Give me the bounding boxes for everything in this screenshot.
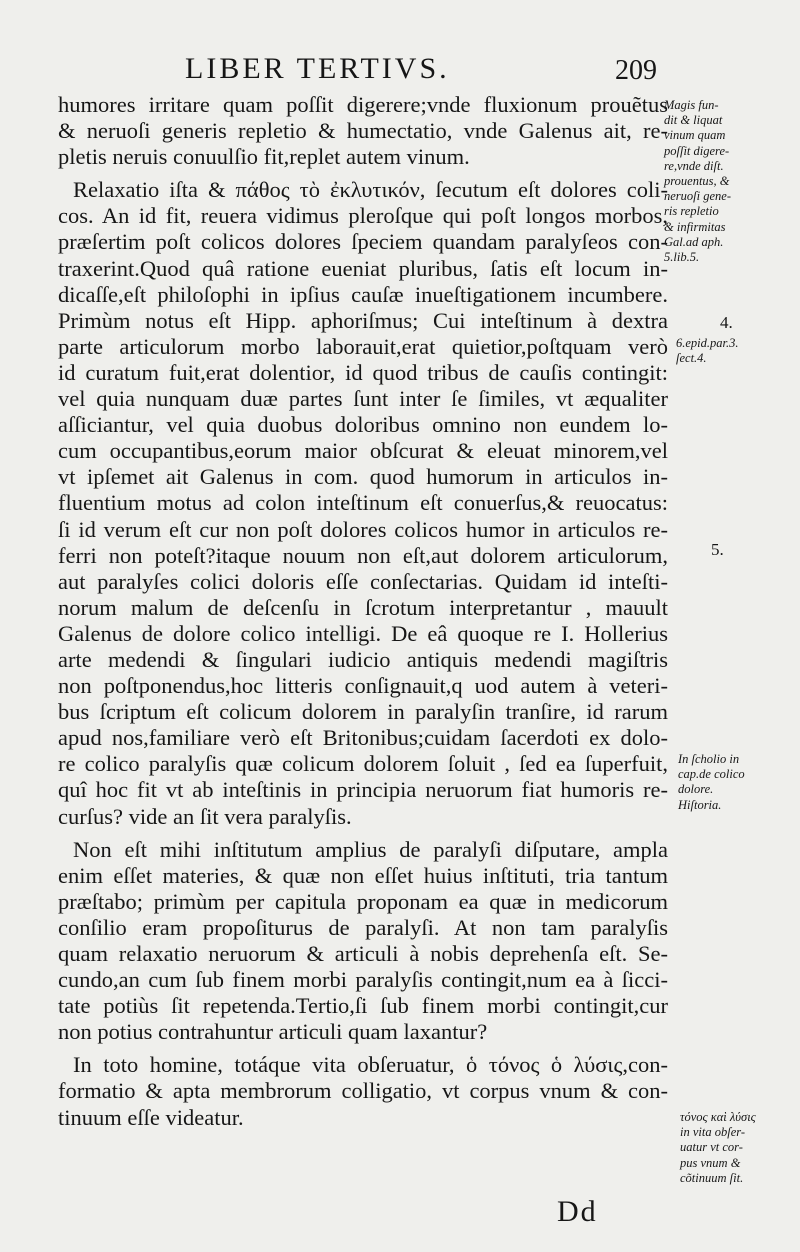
text-line: & neruoſi generis repletio & humectatio, vnde Galenus ait, re-: [58, 118, 668, 144]
margin-note-line: uatur vt cor-: [680, 1140, 743, 1155]
text-line: enim eſſet materies, & quæ non eſſet huius inſtituti, tria tantum: [58, 862, 668, 888]
text-line: re colico paralyſis quæ colicum dolorem ſoluit , ſed ea ſuperfuit,: [58, 751, 668, 777]
margin-note-line: 6.epid.par.3.: [676, 336, 739, 350]
paragraph-gap: [58, 830, 668, 837]
running-head: LIBER TERTIVS.: [185, 52, 450, 85]
text-line: apud nos,familiare verò eſt Britonibus;cuidam ſacerdoti ex dolo-: [58, 725, 668, 751]
margin-note-line: cap.de colico: [678, 767, 745, 782]
margin-note-humores: [664, 98, 731, 265]
text-line: conſilio eram propoſiturus de paralyſi. At non tam paralyſis: [58, 914, 668, 940]
margin-note-line: neruoſi gene-: [664, 189, 731, 204]
text-line: curſus? vide an ſit vera paralyſis.: [58, 803, 352, 829]
margin-note-line: poſſit digere-: [664, 143, 730, 158]
text-line: tinuum eſſe videatur.: [58, 1104, 244, 1130]
text-line: vt ipſemet ait Galenus in com. quod humorum in articulos in-: [58, 464, 668, 490]
text-line: Relaxatio iſta & πάθος τὸ ἐκλυτικόν, ſecutum eſt dolores coli-: [73, 177, 668, 203]
text-line: non potius contrahuntur articuli quam laxantur?: [58, 1019, 488, 1045]
text-line: norum malum de deſcenſu in ſcrotum interpretantur , mauult: [58, 594, 668, 620]
margin-note-line: ſect.4.: [676, 351, 707, 366]
margin-note-line: prouentus, &: [664, 174, 730, 189]
text-line: vel quia nunquam duæ partes ſunt inter ſe ſimiles, vt æqualiter: [58, 386, 668, 412]
signature-mark: Dd: [557, 1195, 598, 1228]
margin-note-epidemics: [676, 336, 739, 366]
text-line: cos. An id fit, reuera vidimus pleroſque qui poſt longos morbos,: [58, 203, 668, 229]
text-line: Galenus de dolore colico intelligi. De eâ quoque re I. Hollerius: [58, 620, 668, 646]
margin-note-line: τόνος καὶ λύσις: [680, 1110, 756, 1124]
paragraph-gap: [58, 170, 668, 177]
margin-number-5: 5.: [711, 540, 724, 559]
margin-number-4: 4.: [720, 313, 733, 332]
text-line: parte articulorum morbo laborauit,erat quietior,poſtquam verò: [58, 333, 668, 359]
text-line: arte medendi & ſingulari iudicio antiquis medendi magiſtris: [58, 646, 668, 672]
text-line: ſi id verum eſt cur non poſt dolores colicos humor in articulos re-: [58, 516, 668, 542]
text-line: Non eſt mihi inſtitutum amplius de paralyſi diſputare, ampla: [73, 836, 668, 862]
text-line: aſſiciantur, vel quia duobus doloribus omnino non eundem lo-: [58, 412, 668, 438]
margin-note-line: & infirmitas: [664, 219, 726, 234]
margin-note-line: Magis fun-: [664, 98, 719, 112]
margin-note-line: cõtinuum ſit.: [680, 1170, 744, 1185]
text-line: In toto homine, totáque vita obſeruatur, ὁ τόνος ὁ λύσις,con-: [73, 1052, 668, 1078]
main-text-column: [58, 92, 668, 1131]
text-line: non poſtponendus,hoc litteris conſignauit,q uod autem à veteri-: [58, 673, 668, 699]
margin-note-line: Gal.ad aph.: [664, 234, 724, 249]
margin-note-line: dolore.: [678, 782, 714, 797]
text-line: id curatum fuit,erat dolentior, id quod tribus de cauſis contingit:: [58, 359, 668, 385]
text-line: ferri non poteſt?itaque nouum non eſt,aut dolorem articulorum,: [58, 542, 668, 568]
text-line: quî hoc fit vt ab inteſtinis in principia neruorum fiat humoris re-: [58, 777, 668, 803]
margin-note-hollerius: [678, 752, 745, 813]
text-line: præſertim poſt colicos dolores ſpeciem quandam paralyſeos con-: [58, 229, 668, 255]
paragraph-gap: [58, 1045, 668, 1052]
margin-note-line: vinum quam: [664, 128, 726, 143]
text-line: Primùm notus eſt Hipp. aphoriſmus; Cui inteſtinum à dextra: [58, 307, 668, 333]
text-line: traxerint.Quod quâ ratione eueniat pluribus, ſatis eſt locum in-: [58, 255, 668, 281]
margin-note-line: Hiſtoria.: [678, 797, 722, 812]
margin-note-line: In ſcholio in: [678, 752, 740, 766]
text-line: cundo,an cum ſub finem morbi paralyſis contingit,num ea à ſicci-: [58, 967, 668, 993]
text-line: tate potiùs ſit repetenda.Tertio,ſi ſub finem morbi contingit,cur: [58, 993, 668, 1019]
text-line: aut paralyſes colici doloris eſſe conſectarias. Quidam id inteſti-: [58, 568, 668, 594]
margin-note-line: in vita obſer-: [680, 1125, 746, 1140]
text-line: præſtabo; primùm per capitula proponam ea quæ in medicorum: [58, 888, 668, 914]
text-line: quam relaxatio neruorum & articuli à nobis deprehenſa eſt. Se-: [58, 941, 668, 966]
text-line: pletis neruis conuulſio fit,replet autem vinum.: [58, 144, 470, 170]
margin-note-line: ris repletio: [664, 204, 719, 219]
text-line: bus ſcriptum eſt colicum dolorem in paralyſin tranſire, id rarum: [58, 699, 668, 725]
text-line: fluentium motus ad colon inteſtinum eſt conuerſus,& reuocatus:: [58, 490, 668, 516]
text-line: formatio & apta membrorum colligatio, vt corpus vnum & con-: [58, 1078, 668, 1104]
margin-note-line: pus vnum &: [680, 1155, 741, 1170]
text-line: cum occupantibus,eorum maior obſcurat & eleuat minorem,vel: [58, 438, 668, 464]
page-number: 209: [615, 55, 657, 86]
margin-note-tonos: [680, 1110, 756, 1186]
text-line: dicaſſe,eſt philoſophi in ipſius cauſæ inueſtigationem incumbere.: [58, 281, 668, 307]
margin-note-line: 5.lib.5.: [664, 250, 700, 265]
margin-note-line: re,vnde diſt.: [664, 158, 724, 173]
text-line: humores irritare quam poſſit digerere;vnde fluxionum prouẽtus: [58, 92, 668, 117]
margin-note-line: dit & liquat: [664, 113, 723, 128]
